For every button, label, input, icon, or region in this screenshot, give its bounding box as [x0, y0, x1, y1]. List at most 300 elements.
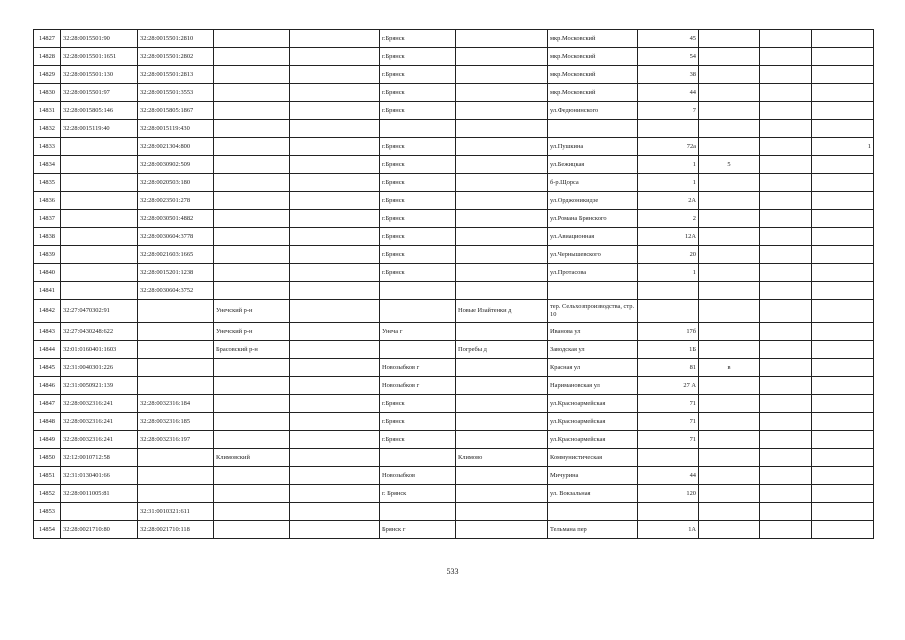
cell-house: 1А: [638, 521, 699, 539]
cell-extra: [812, 395, 874, 413]
cell-row-number: 14840: [34, 264, 61, 282]
cell-house: [638, 120, 699, 138]
cell-settlement: [456, 503, 548, 521]
cell-house: [638, 282, 699, 300]
cell-flat: [760, 264, 812, 282]
cell-extra: [812, 264, 874, 282]
cell-district: [214, 377, 290, 395]
cell-building: [699, 48, 760, 66]
cell-district: [214, 264, 290, 282]
cell-building: [699, 431, 760, 449]
cell-street: ул. Вокзальная: [548, 485, 638, 503]
cell-object-number: 32:28:0015501:3553: [138, 84, 214, 102]
cell-cadastral-number: [61, 246, 138, 264]
cell-street: ул.Бежицкая: [548, 156, 638, 174]
cell-row-number: 14832: [34, 120, 61, 138]
cell-subdistrict: [290, 120, 380, 138]
cell-subdistrict: [290, 264, 380, 282]
cell-city: Новозыбков: [380, 467, 456, 485]
cell-row-number: 14851: [34, 467, 61, 485]
cell-flat: [760, 192, 812, 210]
cell-extra: 1: [812, 138, 874, 156]
cell-district: Унечский р-н: [214, 323, 290, 341]
cell-building: [699, 395, 760, 413]
cell-row-number: 14843: [34, 323, 61, 341]
table-row: [34, 395, 874, 413]
cell-cadastral-number: 32:01:0160401:1603: [61, 341, 138, 359]
cell-subdistrict: [290, 359, 380, 377]
cell-building: 5: [699, 156, 760, 174]
cell-settlement: [456, 120, 548, 138]
cell-object-number: 32:28:0021304:800: [138, 138, 214, 156]
cell-extra: [812, 84, 874, 102]
cell-settlement: [456, 359, 548, 377]
cell-street: ул.Пушкина: [548, 138, 638, 156]
cell-cadastral-number: 32:28:0011005:81: [61, 485, 138, 503]
cell-row-number: 14846: [34, 377, 61, 395]
cell-flat: [760, 138, 812, 156]
cell-house: 1: [638, 174, 699, 192]
cell-settlement: Климово: [456, 449, 548, 467]
cell-subdistrict: [290, 246, 380, 264]
cell-district: [214, 138, 290, 156]
registry-table: [33, 29, 874, 539]
cell-flat: [760, 174, 812, 192]
cell-object-number: [138, 467, 214, 485]
cell-flat: [760, 84, 812, 102]
cell-district: [214, 395, 290, 413]
cell-row-number: 14831: [34, 102, 61, 120]
cell-object-number: [138, 323, 214, 341]
table-row: [34, 156, 874, 174]
cell-cadastral-number: 32:28:0015501:90: [61, 30, 138, 48]
cell-flat: [760, 485, 812, 503]
cell-city: г.Брянск: [380, 264, 456, 282]
cell-district: [214, 66, 290, 84]
cell-settlement: [456, 30, 548, 48]
cell-settlement: Погребы д: [456, 341, 548, 359]
cell-city: г.Брянск: [380, 84, 456, 102]
cell-district: [214, 413, 290, 431]
table-row: [34, 341, 874, 359]
cell-district: [214, 503, 290, 521]
cell-cadastral-number: [61, 264, 138, 282]
cell-row-number: 14839: [34, 246, 61, 264]
cell-subdistrict: [290, 521, 380, 539]
cell-district: Унечский р-н: [214, 300, 290, 323]
cell-house: 44: [638, 84, 699, 102]
cell-building: [699, 485, 760, 503]
cell-building: [699, 120, 760, 138]
cell-district: [214, 359, 290, 377]
cell-subdistrict: [290, 431, 380, 449]
cell-row-number: 14830: [34, 84, 61, 102]
table-row: [34, 323, 874, 341]
cell-extra: [812, 449, 874, 467]
cell-extra: [812, 359, 874, 377]
cell-city: г.Брянск: [380, 174, 456, 192]
cell-house: 120: [638, 485, 699, 503]
cell-flat: [760, 359, 812, 377]
cell-settlement: [456, 228, 548, 246]
cell-row-number: 14837: [34, 210, 61, 228]
cell-subdistrict: [290, 449, 380, 467]
cell-district: [214, 282, 290, 300]
cell-flat: [760, 341, 812, 359]
cell-street: ул.Романа Брянского: [548, 210, 638, 228]
cell-district: [214, 228, 290, 246]
cell-flat: [760, 30, 812, 48]
cell-city: г.Брянск: [380, 102, 456, 120]
cell-flat: [760, 521, 812, 539]
table-row: [34, 377, 874, 395]
cell-cadastral-number: 32:28:0015501:97: [61, 84, 138, 102]
cell-object-number: 32:28:0015501:2802: [138, 48, 214, 66]
cell-city: г.Брянск: [380, 66, 456, 84]
cell-street: тер. Сельхозпроизводства, стр. 10: [548, 300, 638, 323]
cell-settlement: [456, 174, 548, 192]
cell-settlement: [456, 377, 548, 395]
cell-settlement: [456, 84, 548, 102]
cell-flat: [760, 156, 812, 174]
cell-object-number: 32:28:0020503:180: [138, 174, 214, 192]
cell-house: [638, 449, 699, 467]
cell-subdistrict: [290, 300, 380, 323]
cell-building: [699, 300, 760, 323]
cell-row-number: 14848: [34, 413, 61, 431]
cell-settlement: [456, 102, 548, 120]
cell-city: Брянск г: [380, 521, 456, 539]
cell-district: Брасовский р-н: [214, 341, 290, 359]
cell-cadastral-number: 32:28:0032316:241: [61, 431, 138, 449]
cell-city: г.Брянск: [380, 192, 456, 210]
cell-subdistrict: [290, 395, 380, 413]
cell-cadastral-number: 32:28:0015501:130: [61, 66, 138, 84]
cell-row-number: 14835: [34, 174, 61, 192]
cell-flat: [760, 413, 812, 431]
cell-extra: [812, 156, 874, 174]
table-row: [34, 246, 874, 264]
cell-house: 27 А: [638, 377, 699, 395]
cell-district: [214, 84, 290, 102]
cell-object-number: 32:28:0030604:3752: [138, 282, 214, 300]
cell-house: 1Б: [638, 341, 699, 359]
cell-row-number: 14833: [34, 138, 61, 156]
cell-street: ул.Красноармейская: [548, 395, 638, 413]
cell-cadastral-number: 32:27:0430248:622: [61, 323, 138, 341]
cell-flat: [760, 300, 812, 323]
cell-settlement: [456, 66, 548, 84]
table-row: [34, 300, 874, 323]
cell-object-number: 32:28:0015501:2813: [138, 66, 214, 84]
cell-settlement: [456, 138, 548, 156]
cell-extra: [812, 174, 874, 192]
cell-cadastral-number: 32:28:0015501:1651: [61, 48, 138, 66]
cell-extra: [812, 431, 874, 449]
cell-street: [548, 282, 638, 300]
cell-cadastral-number: 32:28:0015119:40: [61, 120, 138, 138]
cell-street: [548, 503, 638, 521]
cell-street: ул.Протасова: [548, 264, 638, 282]
cell-district: [214, 431, 290, 449]
cell-subdistrict: [290, 377, 380, 395]
cell-extra: [812, 210, 874, 228]
cell-building: [699, 503, 760, 521]
cell-extra: [812, 323, 874, 341]
table-row: [34, 449, 874, 467]
table-row: [34, 467, 874, 485]
cell-house: 2А: [638, 192, 699, 210]
cell-building: [699, 264, 760, 282]
cell-object-number: 32:28:0030902:509: [138, 156, 214, 174]
cell-street: б-р.Щорса: [548, 174, 638, 192]
cell-settlement: [456, 485, 548, 503]
cell-settlement: [456, 431, 548, 449]
cell-building: [699, 66, 760, 84]
cell-city: г.Брянск: [380, 246, 456, 264]
cell-extra: [812, 377, 874, 395]
cell-building: [699, 467, 760, 485]
cell-subdistrict: [290, 30, 380, 48]
cell-city: [380, 503, 456, 521]
cell-extra: [812, 66, 874, 84]
cell-house: 1: [638, 264, 699, 282]
cell-subdistrict: [290, 48, 380, 66]
cell-row-number: 14829: [34, 66, 61, 84]
cell-flat: [760, 228, 812, 246]
cell-settlement: [456, 264, 548, 282]
cell-city: [380, 449, 456, 467]
cell-settlement: [456, 323, 548, 341]
cell-object-number: [138, 359, 214, 377]
cell-house: 20: [638, 246, 699, 264]
cell-district: [214, 521, 290, 539]
cell-settlement: [456, 210, 548, 228]
cell-extra: [812, 485, 874, 503]
cell-cadastral-number: [61, 503, 138, 521]
table-row: [34, 210, 874, 228]
cell-street: Наримановская ул: [548, 377, 638, 395]
cell-building: [699, 377, 760, 395]
cell-row-number: 14852: [34, 485, 61, 503]
table-row: [34, 521, 874, 539]
table-row: [34, 48, 874, 66]
cell-street: Мичурина: [548, 467, 638, 485]
cell-subdistrict: [290, 156, 380, 174]
cell-house: 7: [638, 102, 699, 120]
cell-flat: [760, 449, 812, 467]
cell-cadastral-number: [61, 138, 138, 156]
cell-district: [214, 467, 290, 485]
cell-district: [214, 174, 290, 192]
cell-house: 81: [638, 359, 699, 377]
cell-street: мкр.Московский: [548, 84, 638, 102]
cell-building: [699, 192, 760, 210]
cell-subdistrict: [290, 503, 380, 521]
cell-object-number: 32:28:0015501:2810: [138, 30, 214, 48]
cell-street: мкр.Московский: [548, 48, 638, 66]
cell-extra: [812, 282, 874, 300]
cell-street: мкр.Московский: [548, 30, 638, 48]
cell-building: [699, 174, 760, 192]
cell-district: [214, 485, 290, 503]
cell-row-number: 14854: [34, 521, 61, 539]
cell-city: [380, 120, 456, 138]
cell-subdistrict: [290, 174, 380, 192]
cell-cadastral-number: [61, 174, 138, 192]
cell-extra: [812, 413, 874, 431]
cell-street: Коммунистическая: [548, 449, 638, 467]
cell-building: [699, 521, 760, 539]
cell-extra: [812, 341, 874, 359]
cell-building: [699, 282, 760, 300]
cell-cadastral-number: [61, 228, 138, 246]
cell-city: г.Брянск: [380, 431, 456, 449]
cell-district: [214, 192, 290, 210]
table-row: [34, 66, 874, 84]
cell-cadastral-number: [61, 192, 138, 210]
cell-city: г.Брянск: [380, 228, 456, 246]
cell-subdistrict: [290, 102, 380, 120]
cell-cadastral-number: [61, 210, 138, 228]
cell-row-number: 14834: [34, 156, 61, 174]
cell-district: [214, 120, 290, 138]
cell-extra: [812, 48, 874, 66]
cell-flat: [760, 395, 812, 413]
cell-row-number: 14849: [34, 431, 61, 449]
cell-subdistrict: [290, 228, 380, 246]
table-row: [34, 120, 874, 138]
cell-building: [699, 341, 760, 359]
cell-house: 54: [638, 48, 699, 66]
cell-row-number: 14847: [34, 395, 61, 413]
cell-house: [638, 300, 699, 323]
cell-district: [214, 48, 290, 66]
cell-extra: [812, 228, 874, 246]
cell-street: [548, 120, 638, 138]
cell-street: Иванова ул: [548, 323, 638, 341]
cell-district: [214, 156, 290, 174]
table-row: [34, 138, 874, 156]
cell-street: Тельмана пер: [548, 521, 638, 539]
cell-extra: [812, 521, 874, 539]
cell-house: 71: [638, 413, 699, 431]
cell-subdistrict: [290, 467, 380, 485]
cell-settlement: Новые Изайтенки д: [456, 300, 548, 323]
cell-flat: [760, 323, 812, 341]
cell-house: 1: [638, 156, 699, 174]
cell-flat: [760, 66, 812, 84]
cell-city: г.Брянск: [380, 395, 456, 413]
cell-settlement: [456, 467, 548, 485]
cell-flat: [760, 431, 812, 449]
cell-object-number: 32:28:0032316:185: [138, 413, 214, 431]
cell-object-number: 32:28:0023501:278: [138, 192, 214, 210]
cell-object-number: 32:28:0032316:197: [138, 431, 214, 449]
cell-extra: [812, 300, 874, 323]
cell-row-number: 14850: [34, 449, 61, 467]
cell-cadastral-number: 32:28:0032316:241: [61, 395, 138, 413]
cell-subdistrict: [290, 210, 380, 228]
cell-street: ул.Красноармейская: [548, 413, 638, 431]
cell-subdistrict: [290, 282, 380, 300]
cell-cadastral-number: 32:27:0470302:91: [61, 300, 138, 323]
cell-district: [214, 246, 290, 264]
table-row: [34, 102, 874, 120]
cell-row-number: 14844: [34, 341, 61, 359]
table-row: [34, 359, 874, 377]
cell-building: [699, 413, 760, 431]
cell-district: Климовский: [214, 449, 290, 467]
table-row: [34, 174, 874, 192]
cell-house: 44: [638, 467, 699, 485]
cell-cadastral-number: [61, 282, 138, 300]
cell-object-number: 32:28:0032316:184: [138, 395, 214, 413]
cell-house: 12А: [638, 228, 699, 246]
cell-street: ул.Красноармейская: [548, 431, 638, 449]
cell-flat: [760, 210, 812, 228]
cell-extra: [812, 246, 874, 264]
cell-street: ул.Авиационная: [548, 228, 638, 246]
cell-flat: [760, 48, 812, 66]
cell-city: [380, 300, 456, 323]
cell-object-number: 32:31:0010321:611: [138, 503, 214, 521]
cell-row-number: 14827: [34, 30, 61, 48]
cell-building: [699, 30, 760, 48]
cell-object-number: 32:28:0021603:1665: [138, 246, 214, 264]
cell-street: ул.Орджоникидзе: [548, 192, 638, 210]
cell-house: 72а: [638, 138, 699, 156]
cell-district: [214, 210, 290, 228]
cell-city: г.Брянск: [380, 413, 456, 431]
cell-subdistrict: [290, 413, 380, 431]
cell-street: ул.Федюнинского: [548, 102, 638, 120]
cell-flat: [760, 377, 812, 395]
cell-house: [638, 503, 699, 521]
table-row: [34, 431, 874, 449]
cell-row-number: 14845: [34, 359, 61, 377]
cell-cadastral-number: [61, 156, 138, 174]
cell-building: в: [699, 359, 760, 377]
cell-building: [699, 210, 760, 228]
table-row: [34, 228, 874, 246]
cell-flat: [760, 282, 812, 300]
table-row: [34, 485, 874, 503]
cell-object-number: 32:28:0021710:118: [138, 521, 214, 539]
cell-city: Новозыбков г: [380, 377, 456, 395]
cell-district: [214, 102, 290, 120]
cell-building: [699, 246, 760, 264]
cell-settlement: [456, 521, 548, 539]
cell-city: Новозыбков г: [380, 359, 456, 377]
cell-flat: [760, 120, 812, 138]
cell-settlement: [456, 156, 548, 174]
cell-cadastral-number: 32:31:0040301:226: [61, 359, 138, 377]
cell-district: [214, 30, 290, 48]
cell-object-number: 32:28:0015201:1238: [138, 264, 214, 282]
cell-city: г.Брянск: [380, 48, 456, 66]
cell-city: [380, 341, 456, 359]
cell-building: [699, 323, 760, 341]
cell-street: ул.Чернышевского: [548, 246, 638, 264]
table-row: [34, 30, 874, 48]
cell-house: 71: [638, 431, 699, 449]
cell-cadastral-number: 32:28:0015805:146: [61, 102, 138, 120]
cell-settlement: [456, 48, 548, 66]
cell-city: г.Брянск: [380, 30, 456, 48]
cell-building: [699, 228, 760, 246]
cell-subdistrict: [290, 84, 380, 102]
